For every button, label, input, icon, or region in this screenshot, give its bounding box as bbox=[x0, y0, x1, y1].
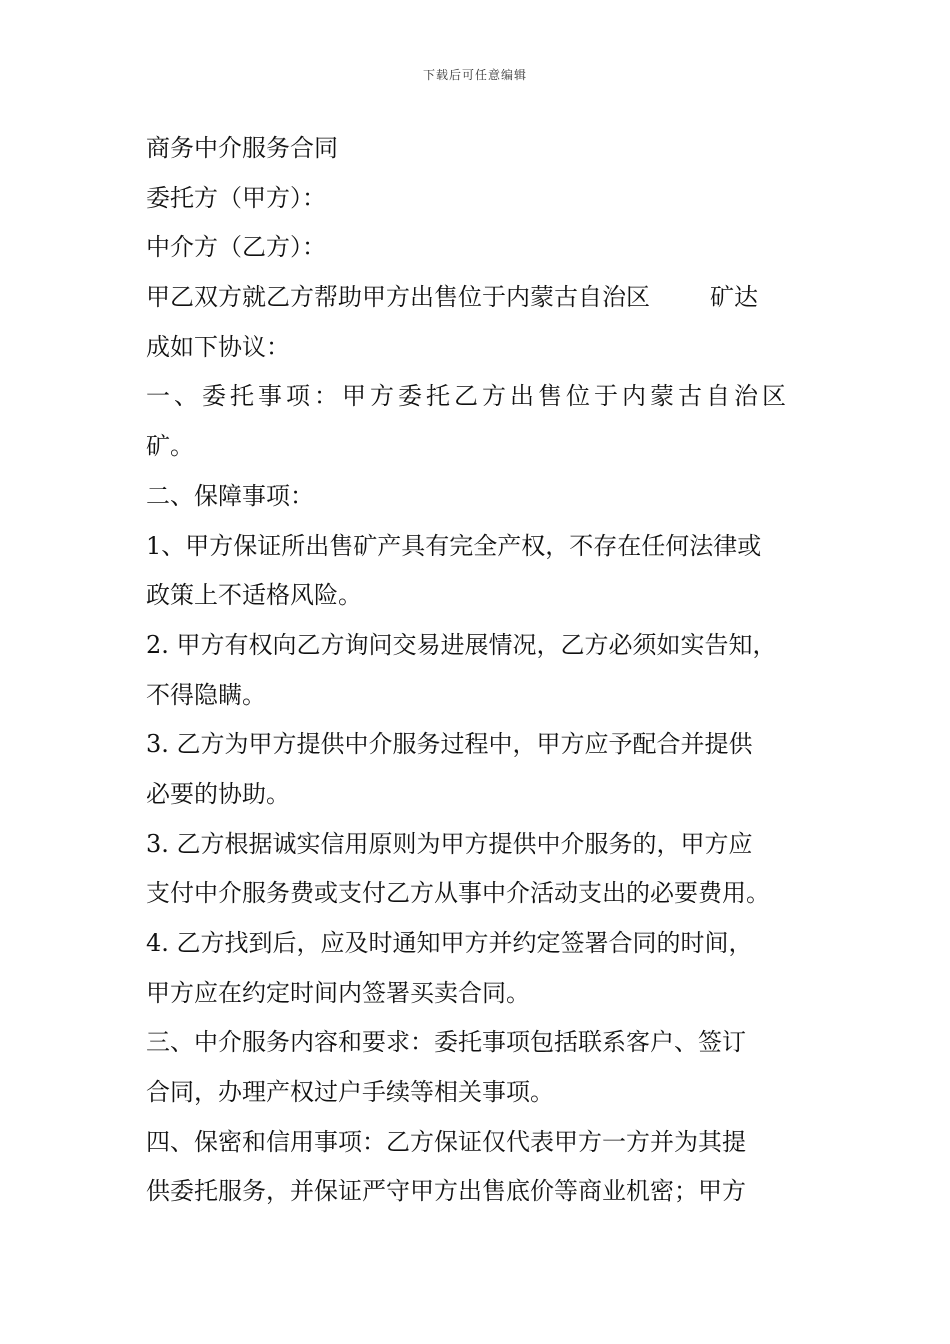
document-title: 商务中介服务合同 bbox=[146, 134, 338, 162]
item-3b-line-2: 支付中介服务费或支付乙方从事中介活动支出的必要费用。 bbox=[146, 879, 770, 908]
intro-line-1 bbox=[146, 273, 826, 323]
item-4-line-2: 甲方应在约定时间内签署买卖合同。 bbox=[146, 978, 530, 1007]
item-2-line-1: 2. 甲方有权向乙方询问交易进展情况，乙方必须如实告知， bbox=[146, 630, 777, 659]
item-1-line-1: 1、甲方保证所出售矿产具有完全产权，不存在任何法律或 bbox=[146, 531, 762, 560]
item-3-line-2: 必要的协助。 bbox=[146, 779, 290, 808]
agent-party-line: 中介方（乙方）： bbox=[146, 233, 326, 262]
item-2-line-2: 不得隐瞒。 bbox=[146, 680, 266, 709]
page-header: 下载后可任意编辑 bbox=[422, 68, 527, 82]
section-3-line-1: 三、中介服务内容和要求：委托事项包括联系客户、签订 bbox=[146, 1028, 746, 1057]
intro-text-b: 矿达 bbox=[710, 283, 758, 312]
document-body bbox=[146, 124, 826, 1217]
section-1-line-1: 一、委托事项：甲方委托乙方出售位于内蒙古自治区 bbox=[146, 382, 790, 411]
intro-text-a: 甲乙双方就乙方帮助甲方出售位于内蒙古自治区 bbox=[146, 283, 650, 312]
item-3b-line-1: 3. 乙方根据诚实信用原则为甲方提供中介服务的，甲方应 bbox=[146, 829, 753, 858]
section-2-heading: 二、保障事项： bbox=[146, 481, 314, 510]
section-4-line-1: 四、保密和信用事项：乙方保证仅代表甲方一方并为其提 bbox=[146, 1127, 746, 1156]
section-1-line-2: 矿。 bbox=[146, 432, 194, 461]
section-3-line-2: 合同，办理产权过户手续等相关事项。 bbox=[146, 1078, 554, 1107]
section-4-line-2: 供委托服务，并保证严守甲方出售底价等商业机密；甲方 bbox=[146, 1177, 746, 1206]
item-1-line-2: 政策上不适格风险。 bbox=[146, 581, 362, 610]
item-4-line-1: 4. 乙方找到后，应及时通知甲方并约定签署合同的时间， bbox=[146, 929, 753, 957]
item-3-line-1: 3. 乙方为甲方提供中介服务过程中，甲方应予配合并提供 bbox=[146, 730, 753, 759]
intro-line-2: 成如下协议： bbox=[146, 332, 290, 361]
client-party-line: 委托方（甲方）： bbox=[146, 183, 326, 212]
